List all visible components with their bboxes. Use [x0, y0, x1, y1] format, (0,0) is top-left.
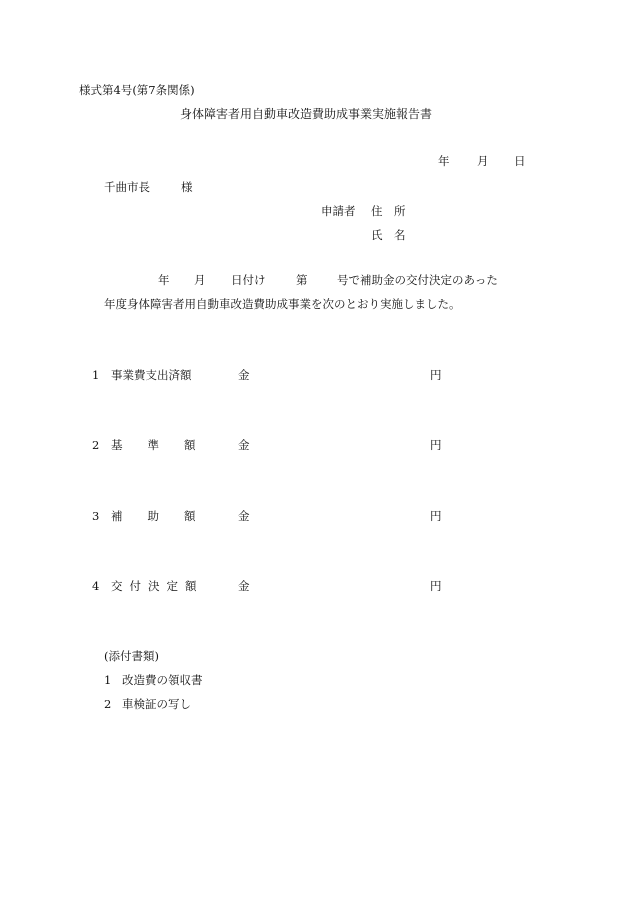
item-unit: 円	[430, 579, 442, 593]
addressee-honorific: 様	[181, 180, 193, 194]
applicant-name-label: 氏 名	[371, 228, 406, 242]
body-number-prefix: 第	[296, 273, 308, 287]
item-prefix: 金	[238, 438, 250, 452]
form-number: 様式第4号(第7条関係)	[79, 83, 195, 97]
attachment-text: 改造費の領収書	[122, 673, 203, 687]
applicant-label: 申請者	[321, 204, 356, 218]
applicant-address-label: 住 所	[371, 204, 406, 218]
attachment-number: 1	[104, 673, 112, 687]
item-unit: 円	[430, 368, 442, 382]
item-unit: 円	[430, 509, 442, 523]
attachment-text: 車検証の写し	[122, 697, 191, 711]
attachment-number: 2	[104, 697, 112, 711]
addressee-name: 千曲市長	[104, 180, 150, 194]
body-month: 月	[194, 273, 206, 287]
item-unit: 円	[430, 438, 442, 452]
item-prefix: 金	[238, 509, 250, 523]
date-month: 月	[477, 154, 489, 168]
item-number: 4	[92, 579, 100, 593]
item-prefix: 金	[238, 368, 250, 382]
item-number: 2	[92, 438, 100, 452]
item-prefix: 金	[238, 579, 250, 593]
item-number: 3	[92, 509, 100, 523]
item-label-text: 事業費支出済額	[111, 368, 192, 382]
item-label	[111, 367, 199, 383]
body-year: 年	[158, 273, 170, 287]
item-label: 補助額	[111, 509, 221, 523]
attachments-heading: (添付書類)	[104, 649, 159, 663]
body-line2: 年度身体障害者用自動車改造費助成事業を次のとおり実施しました。	[104, 297, 461, 311]
body-line1-rest: 号で補助金の交付決定のあった	[337, 273, 498, 287]
date-year: 年	[438, 154, 450, 168]
document-title: 身体障害者用自動車改造費助成事業実施報告書	[180, 107, 433, 121]
date-day: 日	[514, 154, 526, 168]
item-label: 基準額	[111, 438, 221, 452]
item-number: 1	[92, 368, 100, 382]
item-label: 交付決定額	[111, 579, 204, 593]
body-dated: 日付け	[231, 273, 266, 287]
